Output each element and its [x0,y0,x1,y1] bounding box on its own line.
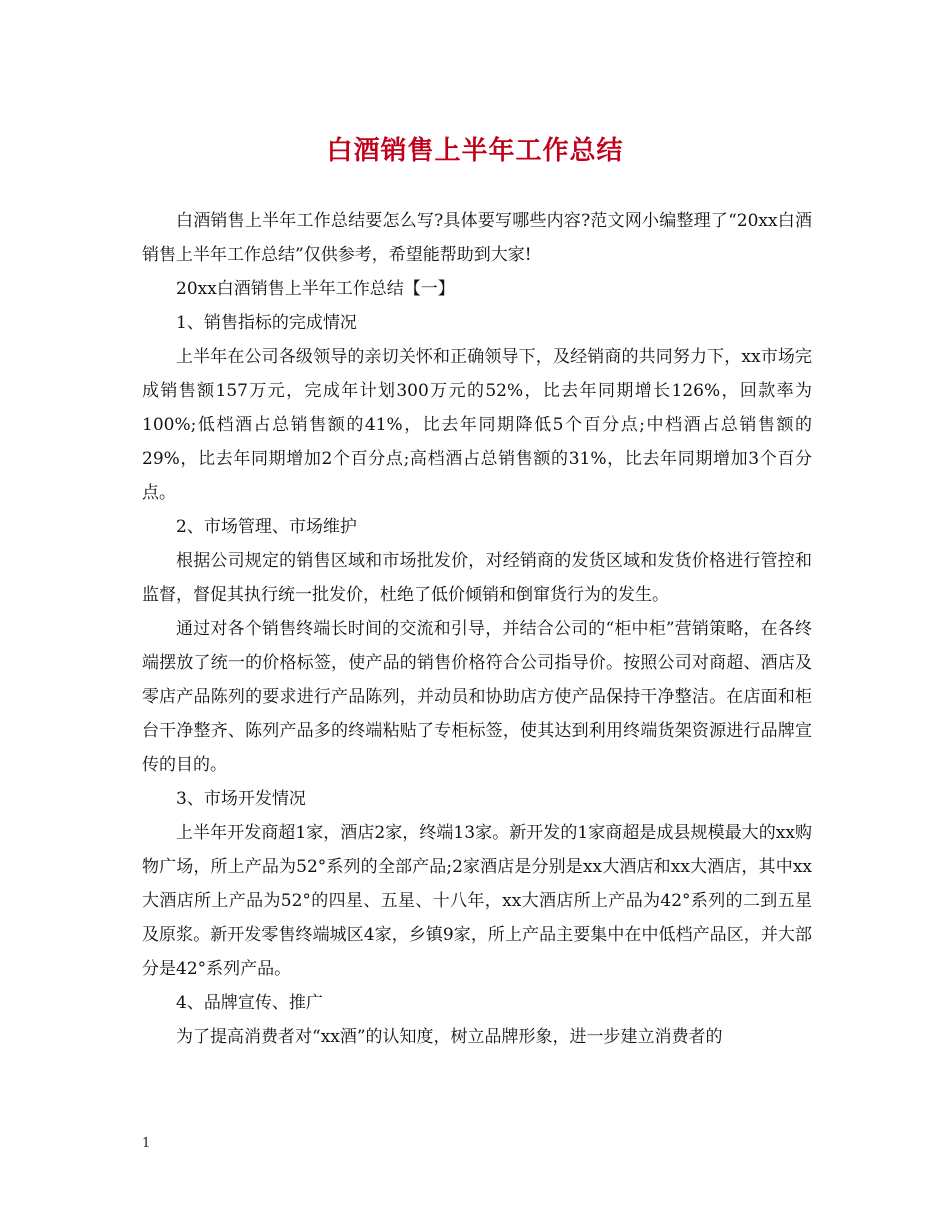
document-body [142,204,812,1054]
section-heading-brand-promotion: 4、品牌宣传、推广 [176,993,323,1013]
section-heading-market-management: 2、市场管理、市场维护 [176,517,357,537]
paragraph-brand-promotion: 为了提高消费者对“xx酒”的认知度，树立品牌形象，进一步建立消费者的 [176,1027,723,1047]
section-heading-part-one: 20xx白酒销售上半年工作总结【一】 [176,279,455,299]
paragraph-sales-targets: 上半年在公司各级领导的亲切关怀和正确领导下，及经销商的共同努力下，xx市场完成销售额157万元，完成年计划300万元的52%，比去年同期增长126%，回款率为100%;低档酒占总销售额的41%，比去年同期降低5个百分点;中档酒占总销售额的29%，比去年同期增加2个百分点;高档酒占总销售额的31%，比去年同期增加3个百分点。 [142,347,812,503]
paragraph-market-development: 上半年开发商超1家，酒店2家，终端13家。新开发的1家商超是成县规模最大的xx购物广场，所上产品为52°系列的全部产品;2家酒店是分别是xx大酒店和xx大酒店，其中xx大酒店所上产品为52°的四星、五星、十八年，xx大酒店所上产品为42°系列的二到五星及原浆。新开发零售终端城区4家，乡镇9家，所上产品主要集中在中低档产品区，并大部分是42°系列产品。 [142,823,812,979]
page-number: 1 [142,1136,151,1151]
section-heading-sales-targets: 1、销售指标的完成情况 [176,313,357,333]
paragraph-market-management: 根据公司规定的销售区域和市场批发价，对经销商的发货区域和发货价格进行管控和监督，督促其执行统一批发价，杜绝了低价倾销和倒窜货行为的发生。 [142,551,812,605]
section-heading-market-development: 3、市场开发情况 [176,789,306,809]
paragraph-terminal-display: 通过对各个销售终端长时间的交流和引导，并结合公司的“柜中柜”营销策略，在各终端摆放了统一的价格标签，使产品的销售价格符合公司指导价。按照公司对商超、酒店及零店产品陈列的要求进行产品陈列，并动员和协助店方使产品保持干净整洁。在店面和柜台干净整齐、陈列产品多的终端粘贴了专柜标签，使其达到利用终端货架资源进行品牌宣传的目的。 [142,619,812,775]
document-title: 白酒销售上半年工作总结 [326,136,624,166]
paragraph-intro: 白酒销售上半年工作总结要怎么写?具体要写哪些内容?范文网小编整理了“20xx白酒销售上半年工作总结”仅供参考，希望能帮助到大家! [142,211,812,265]
